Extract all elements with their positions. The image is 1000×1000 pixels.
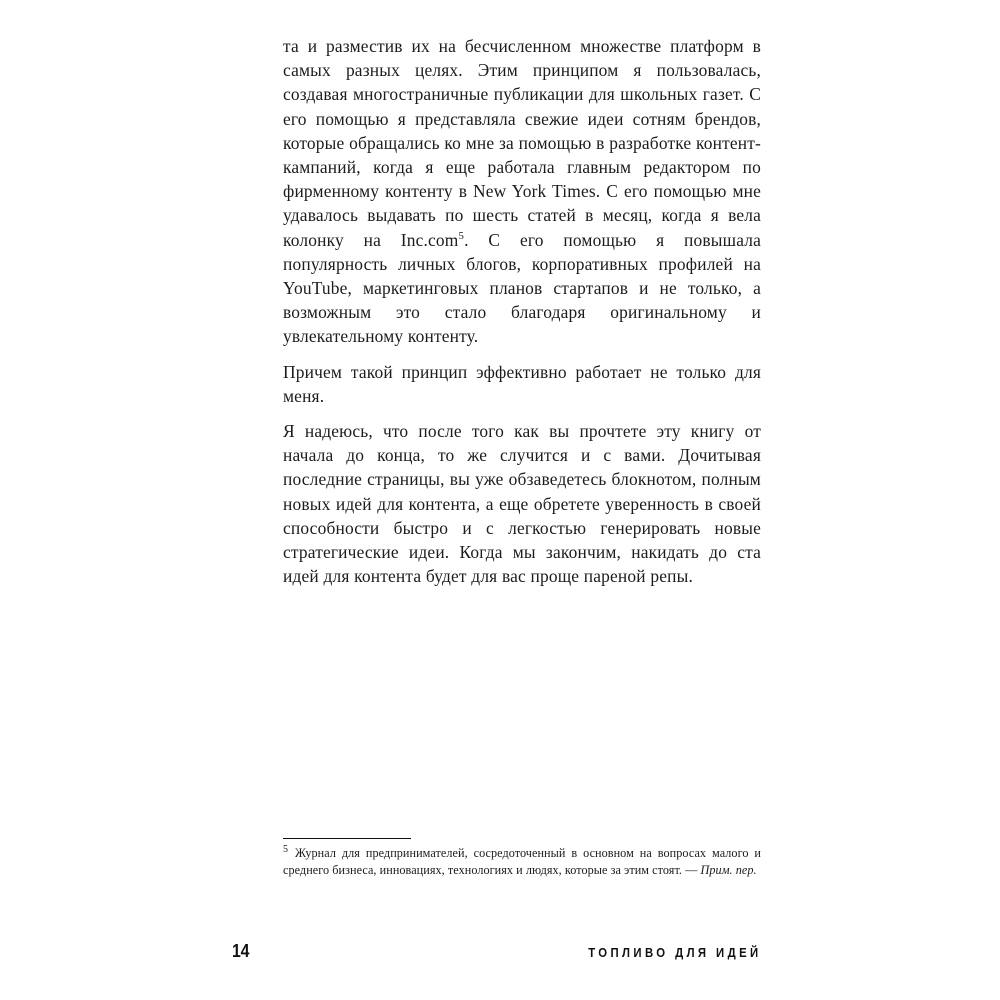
- paragraph-1-text-after-footnote-ref: . С его помощью я повышала популярность личных блогов, корпоративных профилей на YouTube, маркетинговых планов стартапов и не только, а возможным это стало благодаря оригинальному и увлекательному контенту.: [283, 229, 762, 347]
- paragraph-1: [283, 34, 761, 349]
- footnote-entry-5: [283, 845, 761, 879]
- running-head-title: ТОПЛИВО ДЛЯ ИДЕЙ: [588, 945, 762, 960]
- page-footer: [232, 941, 762, 962]
- footnote-text-roman: Журнал для предпринимателей, сосредоточенный в основном на вопросах малого и среднего бизнеса, инновациях, технологиях и людях, которые за этим стоят. —: [283, 846, 761, 878]
- footnote-reference-5[interactable]: 5: [458, 229, 465, 242]
- footnote-text-italic: Прим. пер.: [700, 863, 757, 878]
- page-number: 14: [232, 941, 250, 961]
- footnote-block: [283, 838, 761, 879]
- paragraph-1-text-before-footnote-ref: та и разместив их на бесчисленном множестве платформ в самых разных целях. Этим принципом я пользовалась, создавая многостраничные публикации для школьных газет. С его помощью я представляла свежие идеи сотням брендов, которые обращались ко мне за помощью в разработке контент-кампаний, когда я еще работала главным редактором по фирменному контенту в New York Times. С его помощью мне удавалось выдавать по шесть статей в месяц, когда я вела колонку на Inc.com: [283, 36, 761, 250]
- paragraph-3: Я надеюсь, что после того как вы прочтете эту книгу от начала до конца, то же случится и с вами. Дочитывая последние страницы, вы уже обзаведетесь блокнотом, полным новых идей для контента, а еще обретете уверенность в своей способности быстро и с легкостью генерировать новые стратегические идеи. Когда мы закончим, накидать до ста идей для контента будет для вас проще пареной репы.: [283, 421, 761, 587]
- body-text-column: [283, 34, 761, 588]
- footnote-marker-5: 5: [283, 843, 289, 855]
- paragraph-2: Причем такой принцип эффективно работает не только для меня.: [283, 361, 761, 406]
- footnote-separator-rule: [283, 838, 411, 839]
